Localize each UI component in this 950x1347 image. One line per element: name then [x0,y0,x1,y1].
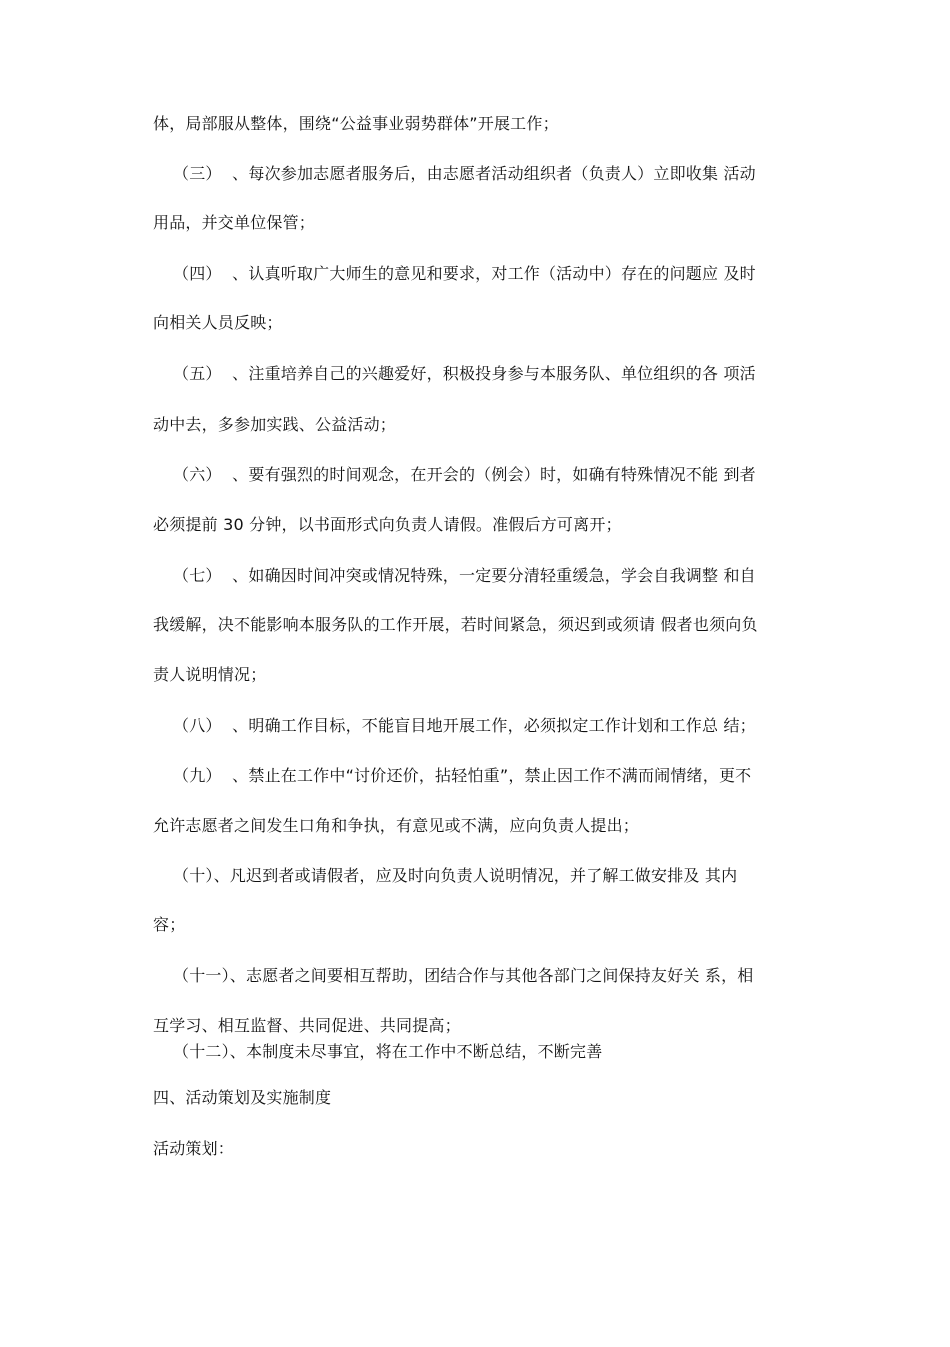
subsection-heading: 活动策划： [153,1139,235,1158]
paragraph-line: 我缓解，决不能影响本服务队的工作开展，若时间紧急，须迟到或须请 假者也须向负 [153,615,758,634]
paragraph-line: （八） 、明确工作目标，不能盲目地开展工作，必须拟定工作计划和工作总 结； [173,716,756,735]
paragraph-line: 允许志愿者之间发生口角和争执，有意见或不满，应向负责人提出； [153,816,640,835]
paragraph-line: （六） 、要有强烈的时间观念，在开会的（例会）时，如确有特殊情况不能 到者 [173,465,756,484]
paragraph-line: 动中去，多参加实践、公益活动； [153,415,397,434]
paragraph-line: 必须提前 30 分钟，以书面形式向负责人请假。准假后方可离开； [153,515,622,534]
paragraph-line: 用品，并交单位保管； [153,213,316,232]
paragraph-line: 容； [153,915,186,934]
section-heading: 四、活动策划及实施制度 [153,1088,332,1107]
paragraph-line: 体，局部服从整体，围绕“公益事业弱势群体”开展工作； [153,114,559,133]
paragraph-line: （十二）、本制度未尽事宜，将在工作中不断总结，不断完善 [173,1042,603,1061]
paragraph-line: 责人说明情况； [153,665,267,684]
paragraph-line: （十一）、志愿者之间要相互帮助，团结合作与其他各部门之间保持友好关 系，相 [173,966,754,985]
paragraph-line: （四） 、认真听取广大师生的意见和要求，对工作（活动中）存在的问题应 及时 [173,264,756,283]
paragraph-line: 向相关人员反映； [153,313,283,332]
paragraph-line: 互学习、相互监督、共同促进、共同提高； [153,1016,461,1035]
paragraph-line: （七） 、如确因时间冲突或情况特殊，一定要分清轻重缓急，学会自我调整 和自 [173,566,756,585]
paragraph-line: （五） 、注重培养自己的兴趣爱好，积极投身参与本服务队、单位组织的各 项活 [173,364,756,383]
paragraph-line: （三） 、每次参加志愿者服务后，由志愿者活动组织者（负责人）立即收集 活动 [173,164,756,183]
paragraph-line: （九） 、禁止在工作中“讨价还价，拈轻怕重”，禁止因工作不满而闹情绪，更不 [173,766,752,785]
paragraph-line: （十）、凡迟到者或请假者，应及时向负责人说明情况，并了解工做安排及 其内 [173,866,738,885]
